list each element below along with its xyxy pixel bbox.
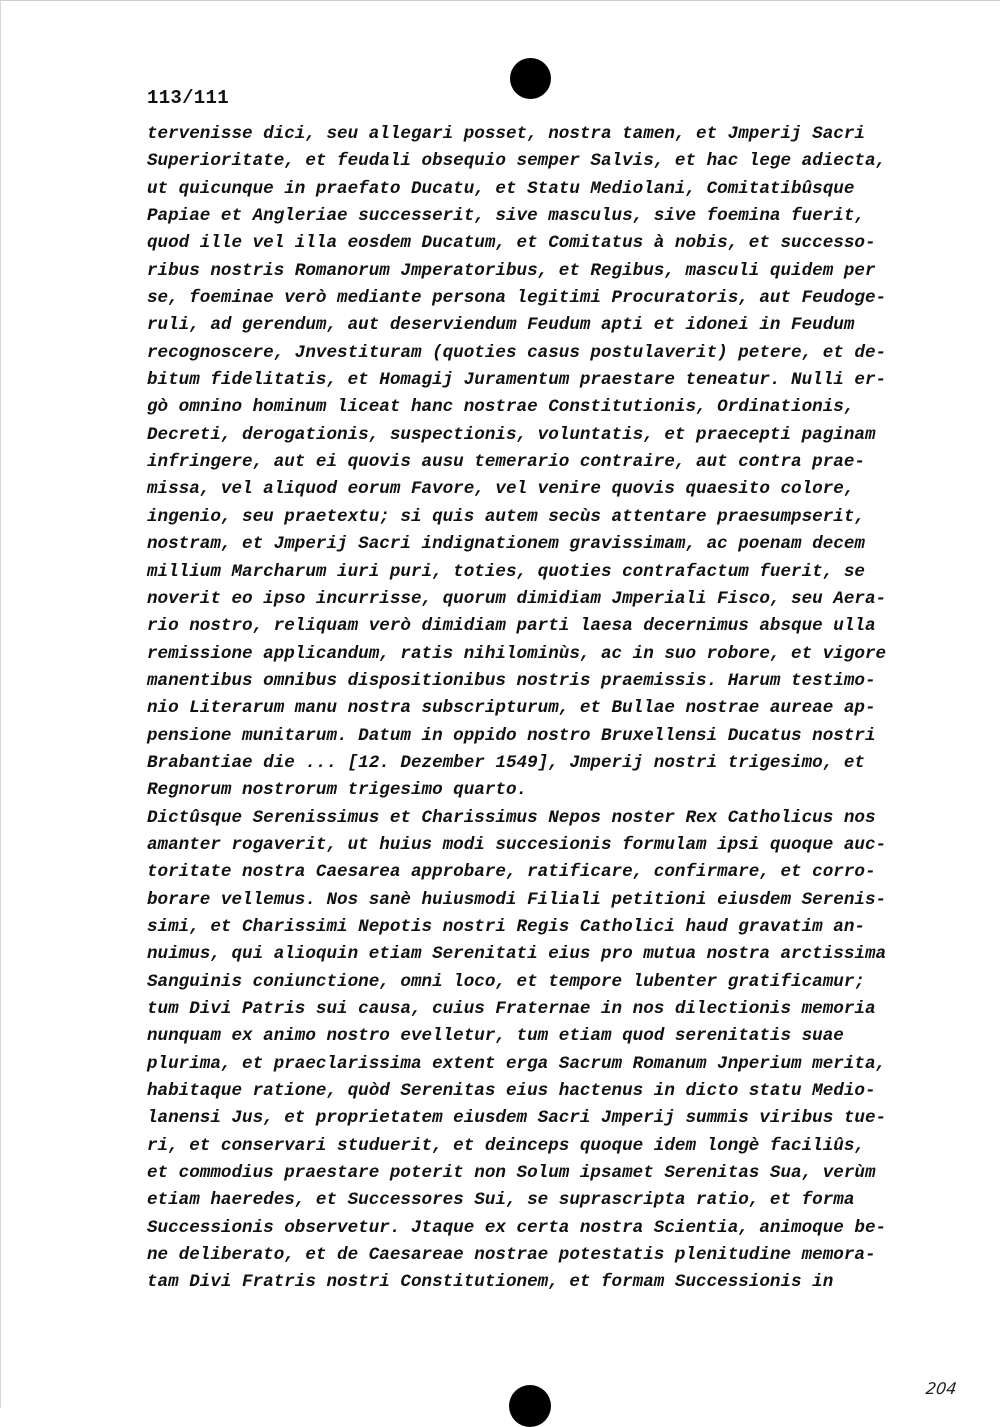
text-line: millium Marcharum iuri puri, toties, quoties contrafactum fuerit, se [147,561,865,582]
text-line: Brabantiae die ... [12. Dezember 1549], Jmperij nostri trigesimo, et [147,752,865,773]
text-line: plurima, et praeclarissima extent erga Sacrum Romanum Jnperium merita, [147,1053,887,1074]
text-line: ribus nostris Romanorum Jmperatoribus, et Regibus, masculi quidem per [147,260,876,281]
text-line: lanensi Jus, et proprietatem eiusdem Sacri Jmperij summis viribus tue- [147,1108,887,1129]
text-line: ut quicunque in praefato Ducatu, et Statu Mediolani, Comitatibûsque [147,178,855,199]
text-line: infringere, aut ei quovis ausu temerario contraire, aut contra prae- [147,452,865,473]
text-line: amanter rogaverit, ut huius modi succesionis formulam ipsi quoque auc- [147,834,887,855]
text-line: Successionis observetur. Jtaque ex certa nostra Scientia, animoque be- [147,1217,887,1238]
text-line: noverit eo ipso incurrisse, quorum dimidiam Jmperiali Fisco, seu Aera- [147,588,887,609]
text-line: missa, vel aliquod eorum Favore, vel venire quovis quaesito colore, [147,479,855,500]
text-line: rio nostro, reliquam verò dimidiam parti laesa decernimus absque ulla [147,616,876,637]
text-line: simi, et Charissimi Nepotis nostri Regis Catholici haud gravatim an- [147,916,865,937]
text-line: tam Divi Fratris nostri Constitutionem, et formam Successionis in [147,1272,834,1293]
text-line: toritate nostra Caesarea approbare, ratificare, confirmare, et corro- [147,862,876,883]
text-line: borare vellemus. Nos sanè huiusmodi Filiali petitioni eiusdem Serenis- [147,889,887,910]
text-line: remissione applicandum, ratis nihilominùs, ac in suo robore, et vigore [147,643,887,664]
handwritten-folio-number: 204 [924,1379,958,1398]
text-line: etiam haeredes, et Successores Sui, se suprascripta ratio, et forma [147,1190,855,1211]
text-line: nuimus, qui alioquin etiam Serenitati eius pro mutua nostra arctissima [147,944,887,965]
text-line: et commodius praestare poterit non Solum ipsamet Serenitas Sua, verùm [147,1163,876,1184]
text-line: tum Divi Patris sui causa, cuius Fraternae in nos dilectionis memoria [147,999,876,1019]
text-line: gò omnino hominum liceat hanc nostrae Constitutionis, Ordinationis, [147,397,855,418]
page-number: 113/111 [147,87,229,109]
text-line: Dictûsque Serenissimus et Charissimus Nepos noster Rex Catholicus nos [147,807,876,828]
text-line: nio Literarum manu nostra subscripturum, et Bullae nostrae aureae ap- [147,698,876,719]
text-line: Sanguinis coniunctione, omni loco, et tempore lubenter gratificamur; [147,971,865,992]
text-line: quod ille vel illa eosdem Ducatum, et Comitatus à nobis, et successo- [147,233,876,254]
text-line: bitum fidelitatis, et Homagij Juramentum praestare teneatur. Nulli er- [147,370,887,391]
text-line: nostram, et Jmperij Sacri indignationem gravissimam, ac poenam decem [147,534,865,555]
punch-hole-top [510,58,551,99]
text-line: Regnorum nostrorum trigesimo quarto. [147,780,528,801]
text-line: recognoscere, Jnvestituram (quoties casus postulaverit) petere, et de- [147,342,887,363]
text-line: Papiae et Angleriae successerit, sive masculus, sive foemina fuerit, [147,206,865,227]
text-line: pensione munitarum. Datum in oppido nostro Bruxellensi Ducatus nostri [147,725,876,746]
text-line: habitaque ratione, quòd Serenitas eius hactenus in dicto statu Medio- [147,1081,876,1102]
text-line: Decreti, derogationis, suspectionis, voluntatis, et praecepti paginam [147,424,876,445]
text-line: ri, et conservari studuerit, et deinceps quoque idem longè faciliûs, [147,1135,865,1156]
text-line: tervenisse dici, seu allegari posset, nostra tamen, et Jmperij Sacri [147,124,865,144]
text-line: ruli, ad gerendum, aut deserviendum Feudum apti et idonei in Feudum [147,315,855,336]
text-line: nunquam ex animo nostro evelletur, tum etiam quod serenitatis suae [147,1026,844,1047]
text-line: Superioritate, et feudali obsequio semper Salvis, et hac lege adiecta, [147,151,887,172]
text-line: se, foeminae verò mediante persona legitimi Procuratoris, aut Feudoge- [147,288,887,309]
punch-hole-bottom [509,1385,551,1427]
body-text [147,121,927,1297]
text-line: ne deliberato, et de Caesareae nostrae potestatis plenitudine memora- [147,1245,876,1266]
text-line: ingenio, seu praetextu; si quis autem secùs attentare praesumpserit, [147,506,865,527]
text-line: manentibus omnibus dispositionibus nostris praemissis. Harum testimo- [147,670,876,691]
